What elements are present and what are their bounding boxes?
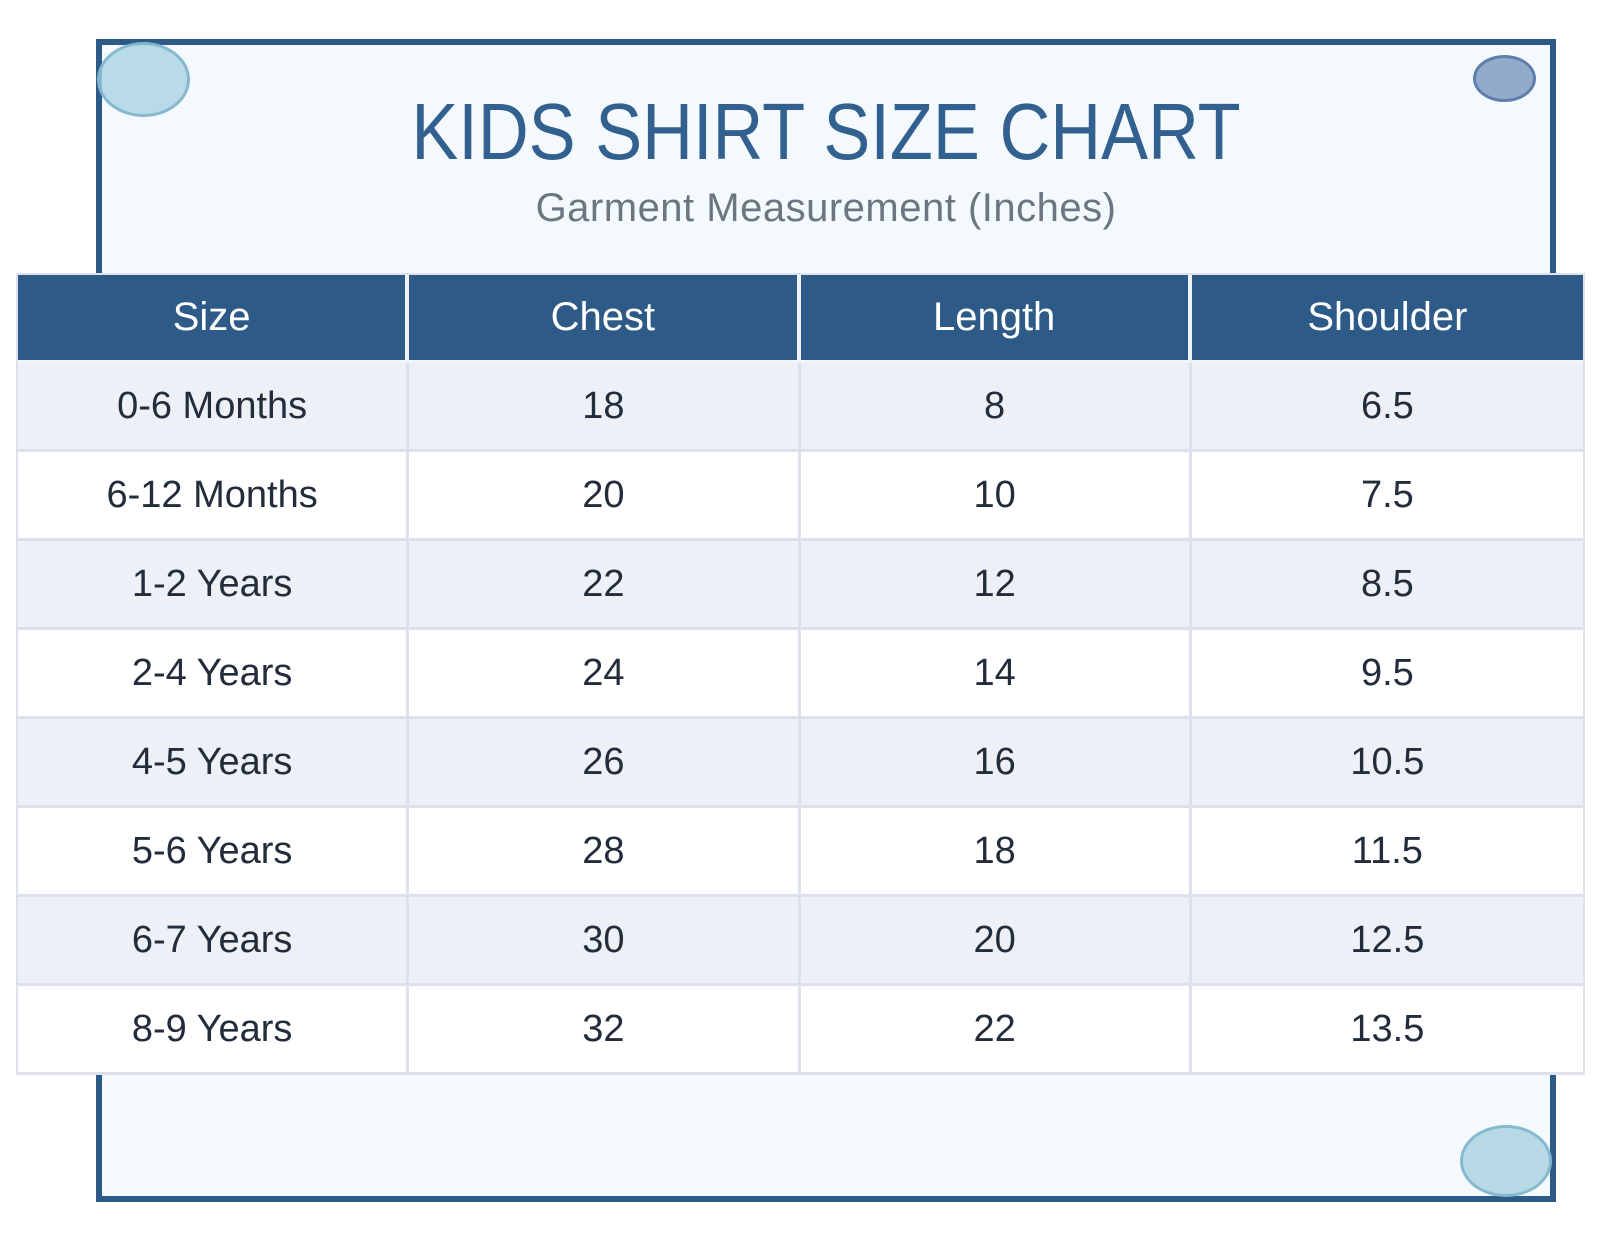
table-cell: 24 — [409, 630, 800, 719]
table-row — [18, 630, 1583, 719]
table-cell: 20 — [409, 452, 800, 541]
table-cell: 6-7 Years — [18, 897, 409, 986]
column-header-shoulder: Shoulder — [1192, 275, 1583, 363]
table-cell: 5-6 Years — [18, 808, 409, 897]
size-table-header — [18, 275, 1583, 363]
table-cell: 1-2 Years — [18, 541, 409, 630]
table-cell: 22 — [409, 541, 800, 630]
page-subtitle: Garment Measurement (Inches) — [535, 186, 1117, 230]
decorative-circle-bottom-right — [1460, 1125, 1552, 1197]
table-cell: 18 — [801, 808, 1192, 897]
column-header-chest: Chest — [409, 275, 800, 363]
size-table-body — [18, 363, 1583, 1075]
table-cell: 14 — [801, 630, 1192, 719]
table-cell: 8 — [801, 363, 1192, 452]
table-cell: 8.5 — [1192, 541, 1583, 630]
table-cell: 7.5 — [1192, 452, 1583, 541]
page-title: KIDS SHIRT SIZE CHART — [411, 87, 1241, 176]
table-row — [18, 541, 1583, 630]
table-row — [18, 363, 1583, 452]
decorative-circle-top-right — [1473, 55, 1536, 102]
column-header-size: Size — [18, 275, 409, 363]
table-cell: 20 — [801, 897, 1192, 986]
table-cell: 12.5 — [1192, 897, 1583, 986]
table-cell: 2-4 Years — [18, 630, 409, 719]
table-row — [18, 452, 1583, 541]
table-cell: 6.5 — [1192, 363, 1583, 452]
table-cell: 16 — [801, 719, 1192, 808]
table-cell: 12 — [801, 541, 1192, 630]
table-cell: 6-12 Months — [18, 452, 409, 541]
table-cell: 18 — [409, 363, 800, 452]
table-cell: 28 — [409, 808, 800, 897]
table-cell: 0-6 Months — [18, 363, 409, 452]
title-block — [96, 0, 1556, 231]
table-row — [18, 808, 1583, 897]
table-row — [18, 897, 1583, 986]
table-cell: 10 — [801, 452, 1192, 541]
table-cell: 9.5 — [1192, 630, 1583, 719]
table-cell: 8-9 Years — [18, 986, 409, 1075]
column-header-length: Length — [801, 275, 1192, 363]
table-cell: 13.5 — [1192, 986, 1583, 1075]
table-row — [18, 719, 1583, 808]
table-cell: 11.5 — [1192, 808, 1583, 897]
table-cell: 26 — [409, 719, 800, 808]
table-cell: 32 — [409, 986, 800, 1075]
table-cell: 10.5 — [1192, 719, 1583, 808]
table-cell: 22 — [801, 986, 1192, 1075]
header-row — [18, 275, 1583, 363]
table-cell: 30 — [409, 897, 800, 986]
size-chart-table — [16, 273, 1585, 1075]
table-cell: 4-5 Years — [18, 719, 409, 808]
decorative-circle-top-left — [97, 42, 190, 117]
table-row — [18, 986, 1583, 1075]
